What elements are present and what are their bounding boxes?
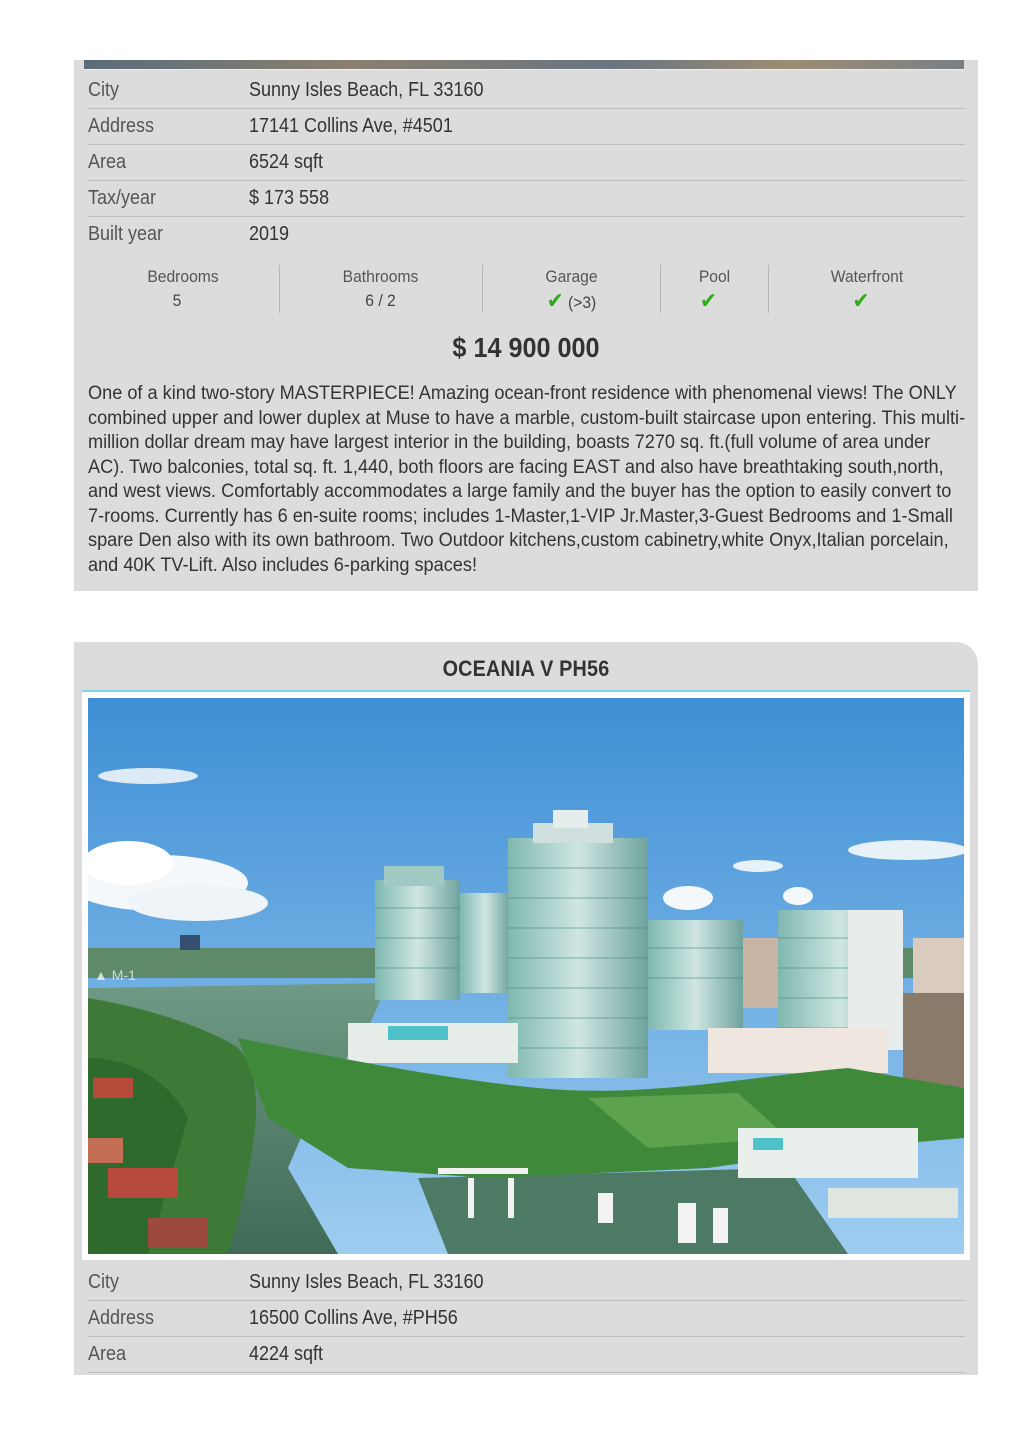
- detail-row-city: [88, 1264, 965, 1301]
- feature-label: Garage: [545, 267, 598, 286]
- detail-row-address: [88, 1300, 965, 1337]
- feature-bathrooms: [280, 265, 481, 317]
- detail-row-address: [88, 108, 965, 145]
- detail-value: Sunny Isles Beach, FL 33160: [249, 1271, 484, 1293]
- feature-bedrooms: [88, 265, 278, 317]
- listing-photo-bottom-edge: [84, 60, 964, 70]
- feature-label: Pool: [698, 267, 731, 286]
- feature-pool: [661, 265, 768, 317]
- listing-card-1: [74, 60, 978, 591]
- detail-label: City: [88, 1271, 120, 1293]
- listing-card-2: [74, 642, 978, 1375]
- detail-value: 4224 sqft: [249, 1343, 324, 1365]
- detail-value: 16500 Collins Ave, #PH56: [249, 1307, 458, 1329]
- detail-label: Built year: [88, 223, 164, 245]
- feature-label: Bedrooms: [147, 267, 219, 286]
- detail-label: Area: [88, 151, 127, 173]
- detail-row-city: [88, 72, 965, 109]
- checkmark-icon: ✔: [700, 288, 717, 313]
- detail-value: 2019: [249, 223, 290, 245]
- feature-value-wrap: [654, 289, 763, 315]
- listing-photo[interactable]: [88, 698, 964, 1254]
- detail-label: Area: [88, 1343, 127, 1365]
- detail-row-tax: [88, 180, 965, 217]
- detail-row-area: [88, 1336, 965, 1373]
- feature-garage: [483, 265, 660, 317]
- feature-summary: [88, 265, 965, 317]
- checkmark-icon: ✔: [852, 288, 870, 313]
- feature-value-wrap: [490, 289, 653, 315]
- detail-row-built-year: [88, 216, 965, 252]
- detail-value: Sunny Isles Beach, FL 33160: [249, 79, 484, 101]
- detail-label: Address: [88, 1307, 155, 1329]
- listing-description: One of a kind two-story MASTERPIECE! Amazing ocean-front residence with phenomenal views! The ONLY combined upper and lower duplex at Muse to have a marble, custom-built staircase upon entering. This multi-million dollar dream may have largest interior in the building, boasts 7270 sq. ft.(full volume of area under AC). Two balconies, total sq. ft. 1,440, both floors are facing EAST and also have breathtaking south,north, and west views. Comfortably accommodates a large family and the buyer has the option to easily convert to 7-rooms. Currently has 6 en-suite rooms; includes 1-Master,1-VIP Jr.Master,3-Guest Bedrooms and 1-Small spare Den also with its own bathroom. Two Outdoor kitchens,custom cabinetry,white Onyx,Italian porcelain, and 40K TV-Lift. Also includes 6-parking spaces!: [88, 383, 966, 576]
- feature-value: 5: [172, 291, 182, 310]
- detail-label: Address: [88, 115, 155, 137]
- detail-row-area: [88, 144, 965, 181]
- feature-label: Waterfront: [830, 267, 904, 286]
- detail-label: City: [88, 79, 120, 101]
- listing-price: $ 14 900 000: [452, 332, 600, 363]
- detail-value: 17141 Collins Ave, #4501: [249, 115, 453, 137]
- listing-photo-frame: [82, 692, 970, 1260]
- feature-value-wrap: [765, 289, 956, 315]
- feature-label: Bathrooms: [342, 267, 419, 286]
- checkmark-icon: ✔: [546, 288, 564, 313]
- feature-waterfront: [769, 265, 965, 317]
- detail-value: $ 173 558: [249, 187, 330, 209]
- detail-label: Tax/year: [88, 187, 157, 209]
- detail-value: 6524 sqft: [249, 151, 324, 173]
- listing-title[interactable]: OCEANIA V PH56: [442, 656, 610, 681]
- svg-text:▲ M-1: ▲ M-1: [94, 967, 136, 983]
- feature-value: (>3): [568, 293, 597, 312]
- feature-value: 6 / 2: [365, 291, 396, 310]
